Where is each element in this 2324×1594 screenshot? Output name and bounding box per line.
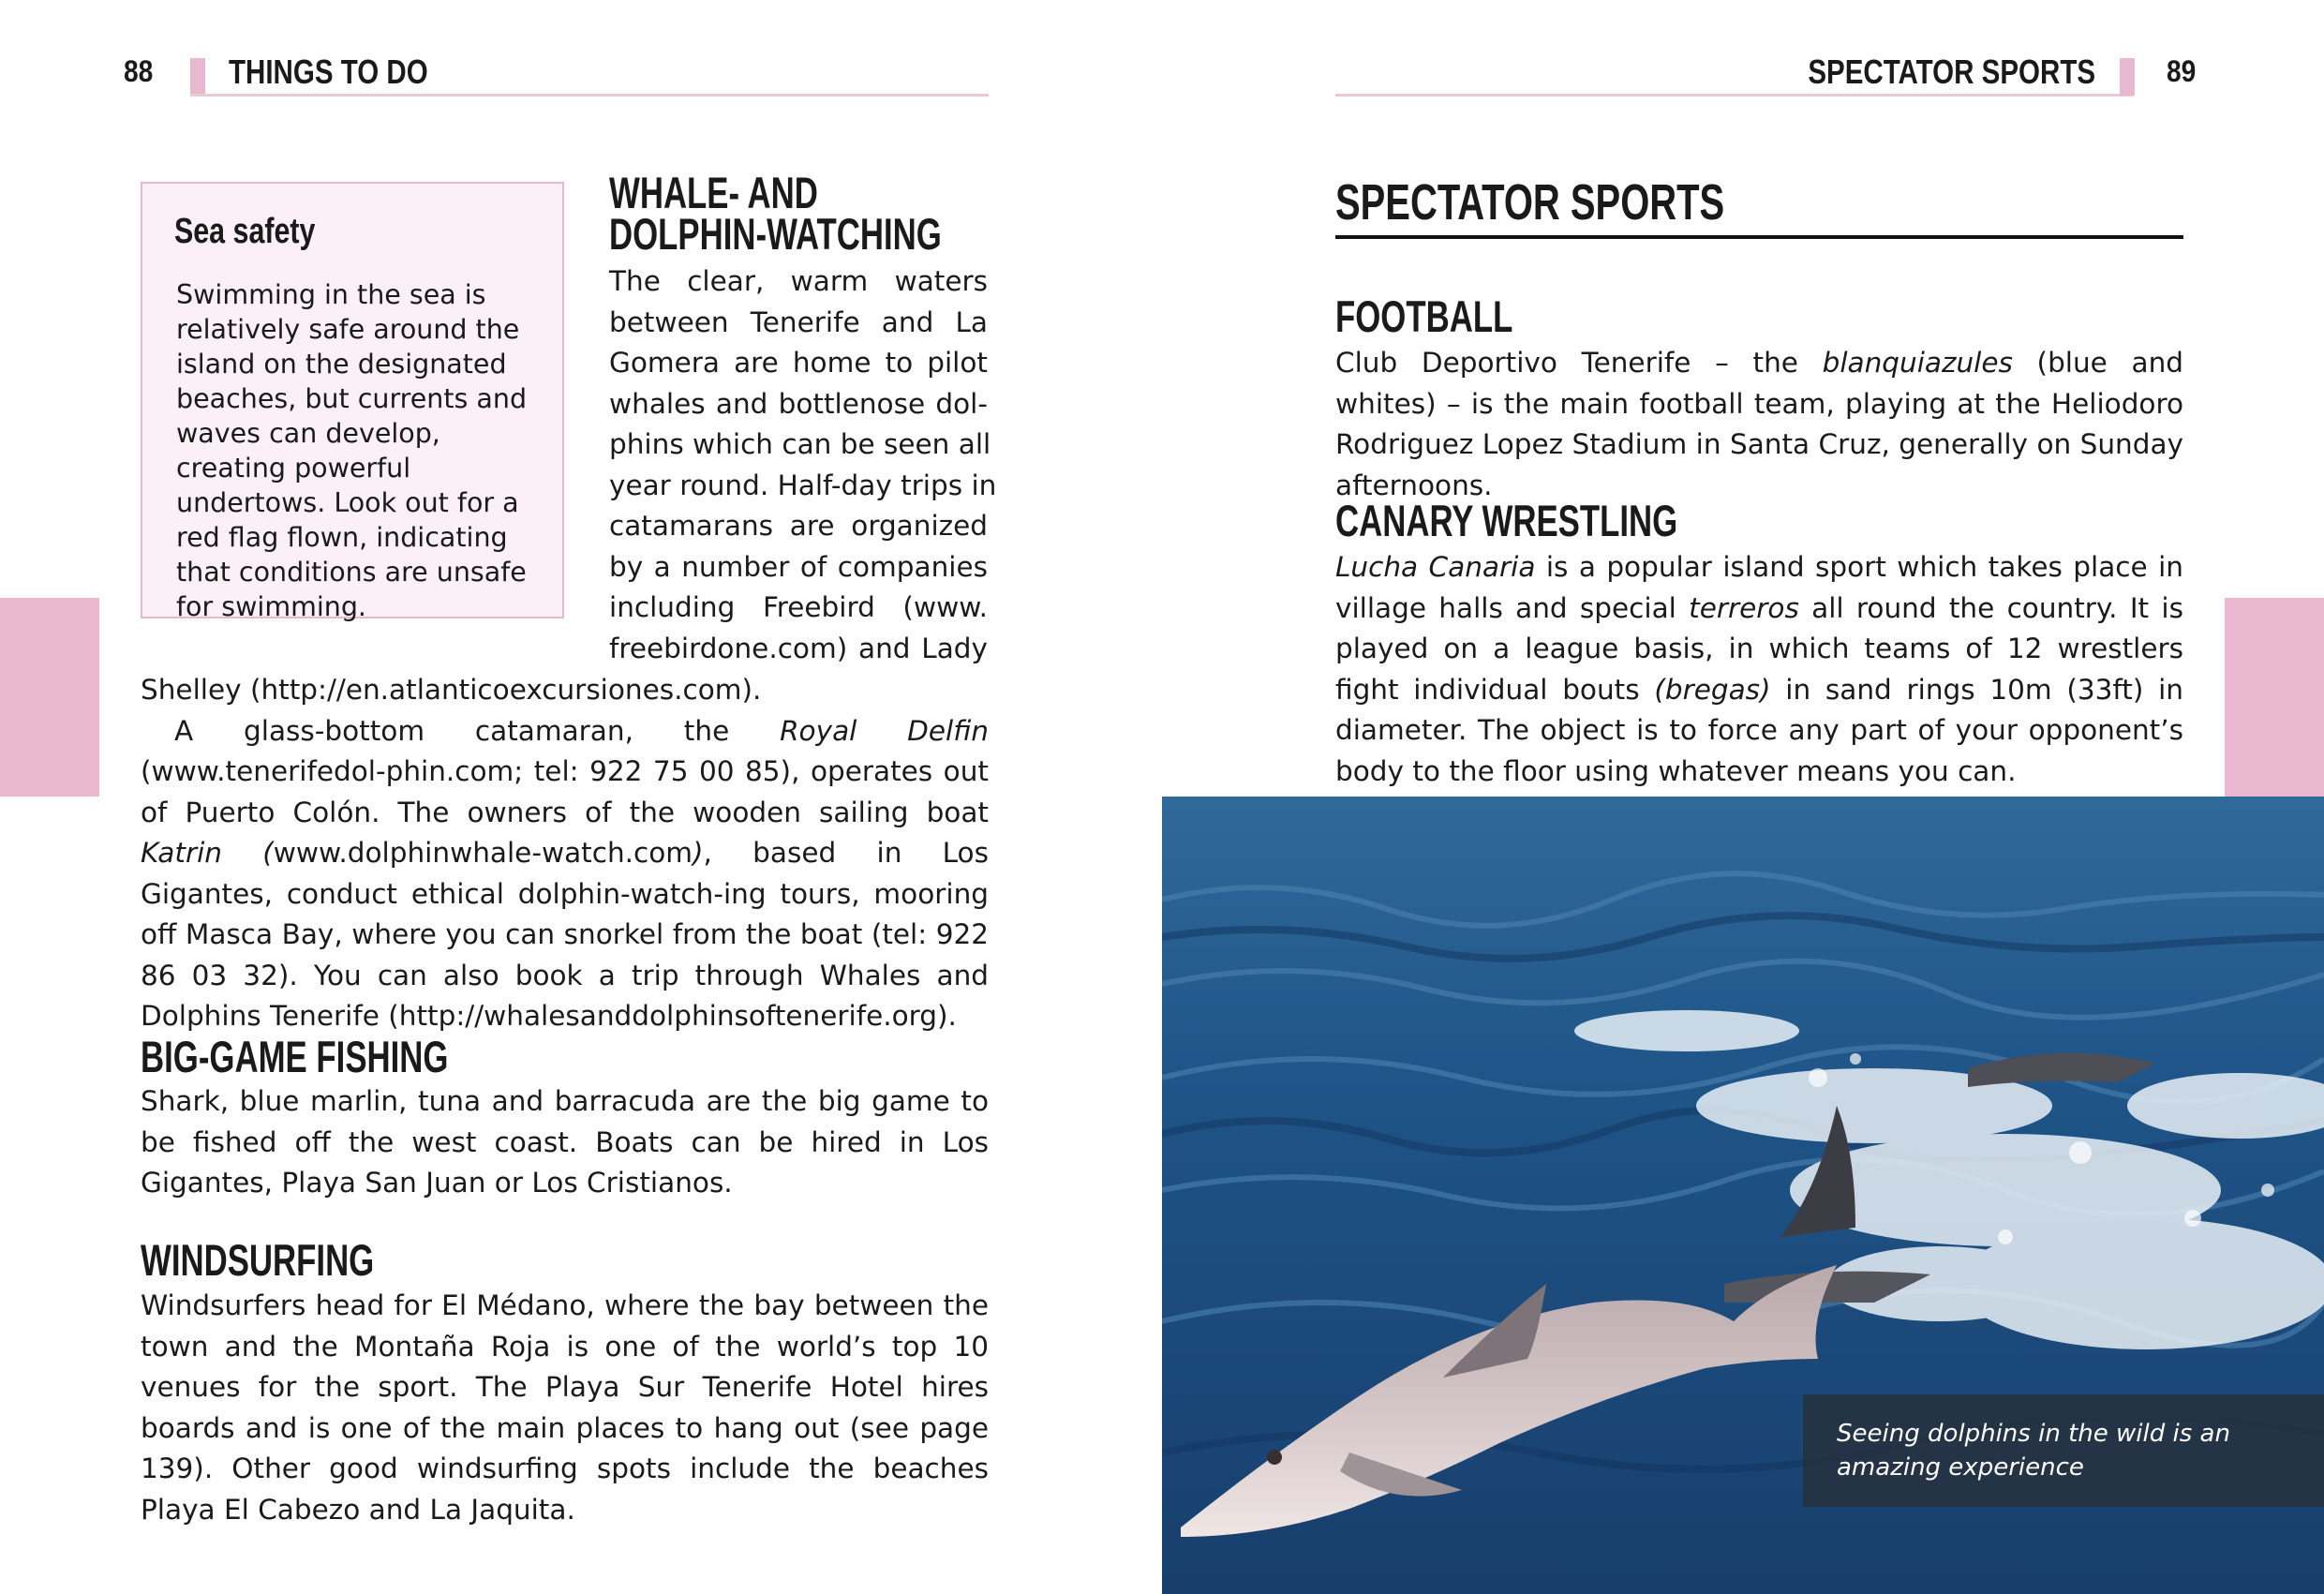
left-header-rule <box>190 94 989 97</box>
sidebar-title: Sea safety <box>174 212 316 251</box>
whale-heading-line1: WHALE- AND <box>609 168 818 217</box>
whale-section-continued <box>141 670 989 1037</box>
left-running-head: THINGS TO DO <box>229 52 428 91</box>
royal-delfin-italic: Royal Delfin <box>780 714 989 747</box>
whale-heading-line2: DOLPHIN-WATCHING <box>609 209 942 259</box>
lucha-canaria-italic: Lucha Canaria <box>1335 551 1536 583</box>
whale-column-text <box>609 261 997 669</box>
whale-p2-text-3: www.dolphinwhale-watch.com <box>273 837 693 869</box>
whale-column-line: between Tenerife and La <box>609 305 988 338</box>
football-text <box>1335 343 2183 506</box>
bregas-italic: (bregas) <box>1654 673 1771 706</box>
right-thumb-tab <box>2225 598 2324 797</box>
whale-column-line: by a number of companies <box>609 550 988 583</box>
photo-caption: Seeing dolphins in the wild is an amazing experience <box>1803 1394 2324 1507</box>
whale-column-line: phins which can be seen all <box>609 428 991 460</box>
wrestling-text-2: all round the country. It is played on a league basis, in which teams of 12 wrestlers fight individual bouts <box>1335 591 2183 706</box>
fishing-section <box>141 1081 989 1204</box>
blanquiazules-italic: blanquiazules <box>1822 347 2013 379</box>
whale-column-line: year round. Half-day trips in <box>609 469 997 501</box>
whale-p2-text-2: (www.tenerifedol-phin.com; tel: 922 75 00 85), operates out of Puerto Colón. The owners of the wooden sailing boat <box>141 755 989 828</box>
whale-continued-line: Shelley (http://en.atlanticoexcursiones.com). <box>141 674 762 706</box>
whale-column-line: freebirdone.com) and Lady <box>609 632 988 664</box>
whale-column-line: catamarans are organized <box>609 510 988 542</box>
left-thumb-tab <box>0 598 99 797</box>
terreros-italic: terreros <box>1689 591 1799 624</box>
whale-column-line: The clear, warm waters <box>609 265 988 297</box>
fishing-text: Shark, blue marlin, tuna and barracuda are the big game to be fished off the west coast. Boats can be hired in Los Gigantes, Playa San Juan or Los Cristianos. <box>141 1085 989 1199</box>
whale-paragraph-2 <box>141 711 989 1037</box>
left-page-number: 88 <box>124 54 154 88</box>
whale-column-line: including Freebird (www. <box>609 591 988 623</box>
right-running-head: SPECTATOR SPORTS <box>1808 52 2095 91</box>
wrestling-text <box>1335 547 2183 792</box>
wrestling-heading: CANARY WRESTLING <box>1335 496 1678 545</box>
football-section <box>1335 343 2183 506</box>
football-text-2: (blue and whites) – is the main football team, playing at the Heliodoro Rodriguez Lopez Stadium in Santa Cruz, generally on Sunday afternoons. <box>1335 347 2183 501</box>
windsurfing-heading: WINDSURFING <box>141 1235 375 1285</box>
right-page-number: 89 <box>2167 54 2197 88</box>
spectator-title-block <box>1335 174 2183 239</box>
title-underline <box>1335 235 2183 239</box>
left-header-bar <box>190 58 205 96</box>
wrestling-text-3: in sand rings 10m (33ft) in diameter. The object is to force any part of your opponent’s body to the floor using whatever means you can. <box>1335 673 2183 787</box>
whale-p2-text-4: , based in Los Gigantes, conduct ethical dolphin-watch-ing tours, mooring off Masca Bay, where you can snorkel from the boat (tel: 922 86 03 32). You can also book a trip through Whales and Dolphins Tenerife (http://whalesanddolphinsoftenerife.org). <box>141 837 989 1032</box>
whale-p2-italic-paren: ) <box>693 837 704 869</box>
windsurfing-section <box>141 1286 989 1530</box>
wrestling-section <box>1335 547 2183 792</box>
sidebar-text: Swimming in the sea is relatively safe around the island on the designated beaches, but currents and waves can develop, creating powerful undertows. Look out for a red flag flown, indicating that conditions are unsafe for swimming. <box>176 279 528 622</box>
whale-column-line: whales and bottlenose dol- <box>609 387 988 420</box>
right-header-bar <box>2120 58 2135 96</box>
fishing-heading: BIG-GAME FISHING <box>141 1032 449 1081</box>
windsurfing-text: Windsurfers head for El Médano, where the bay between the town and the Montaña Roja is one of the world’s top 10 venues for the sport. The Playa Sur Tenerife Hotel hires boards and is one of the main places to hang out (see page 139). Other good windsurfing spots include the beaches Playa El Cabezo and La Jaquita. <box>141 1289 989 1526</box>
whale-column-line: Gomera are home to pilot <box>609 347 988 379</box>
wrestling-text-1: is a popular island sport which takes place in village halls and special <box>1335 551 2183 624</box>
katrin-italic: Katrin ( <box>141 837 274 869</box>
football-text-1: Club Deportivo Tenerife – the <box>1335 347 1823 379</box>
spectator-sports-title: SPECTATOR SPORTS <box>1335 174 1725 231</box>
right-header-rule <box>1335 94 2133 97</box>
whale-p2-text-1: A glass-bottom catamaran, the <box>174 714 781 747</box>
sea-safety-box <box>141 182 564 622</box>
football-heading: FOOTBALL <box>1335 291 1513 341</box>
